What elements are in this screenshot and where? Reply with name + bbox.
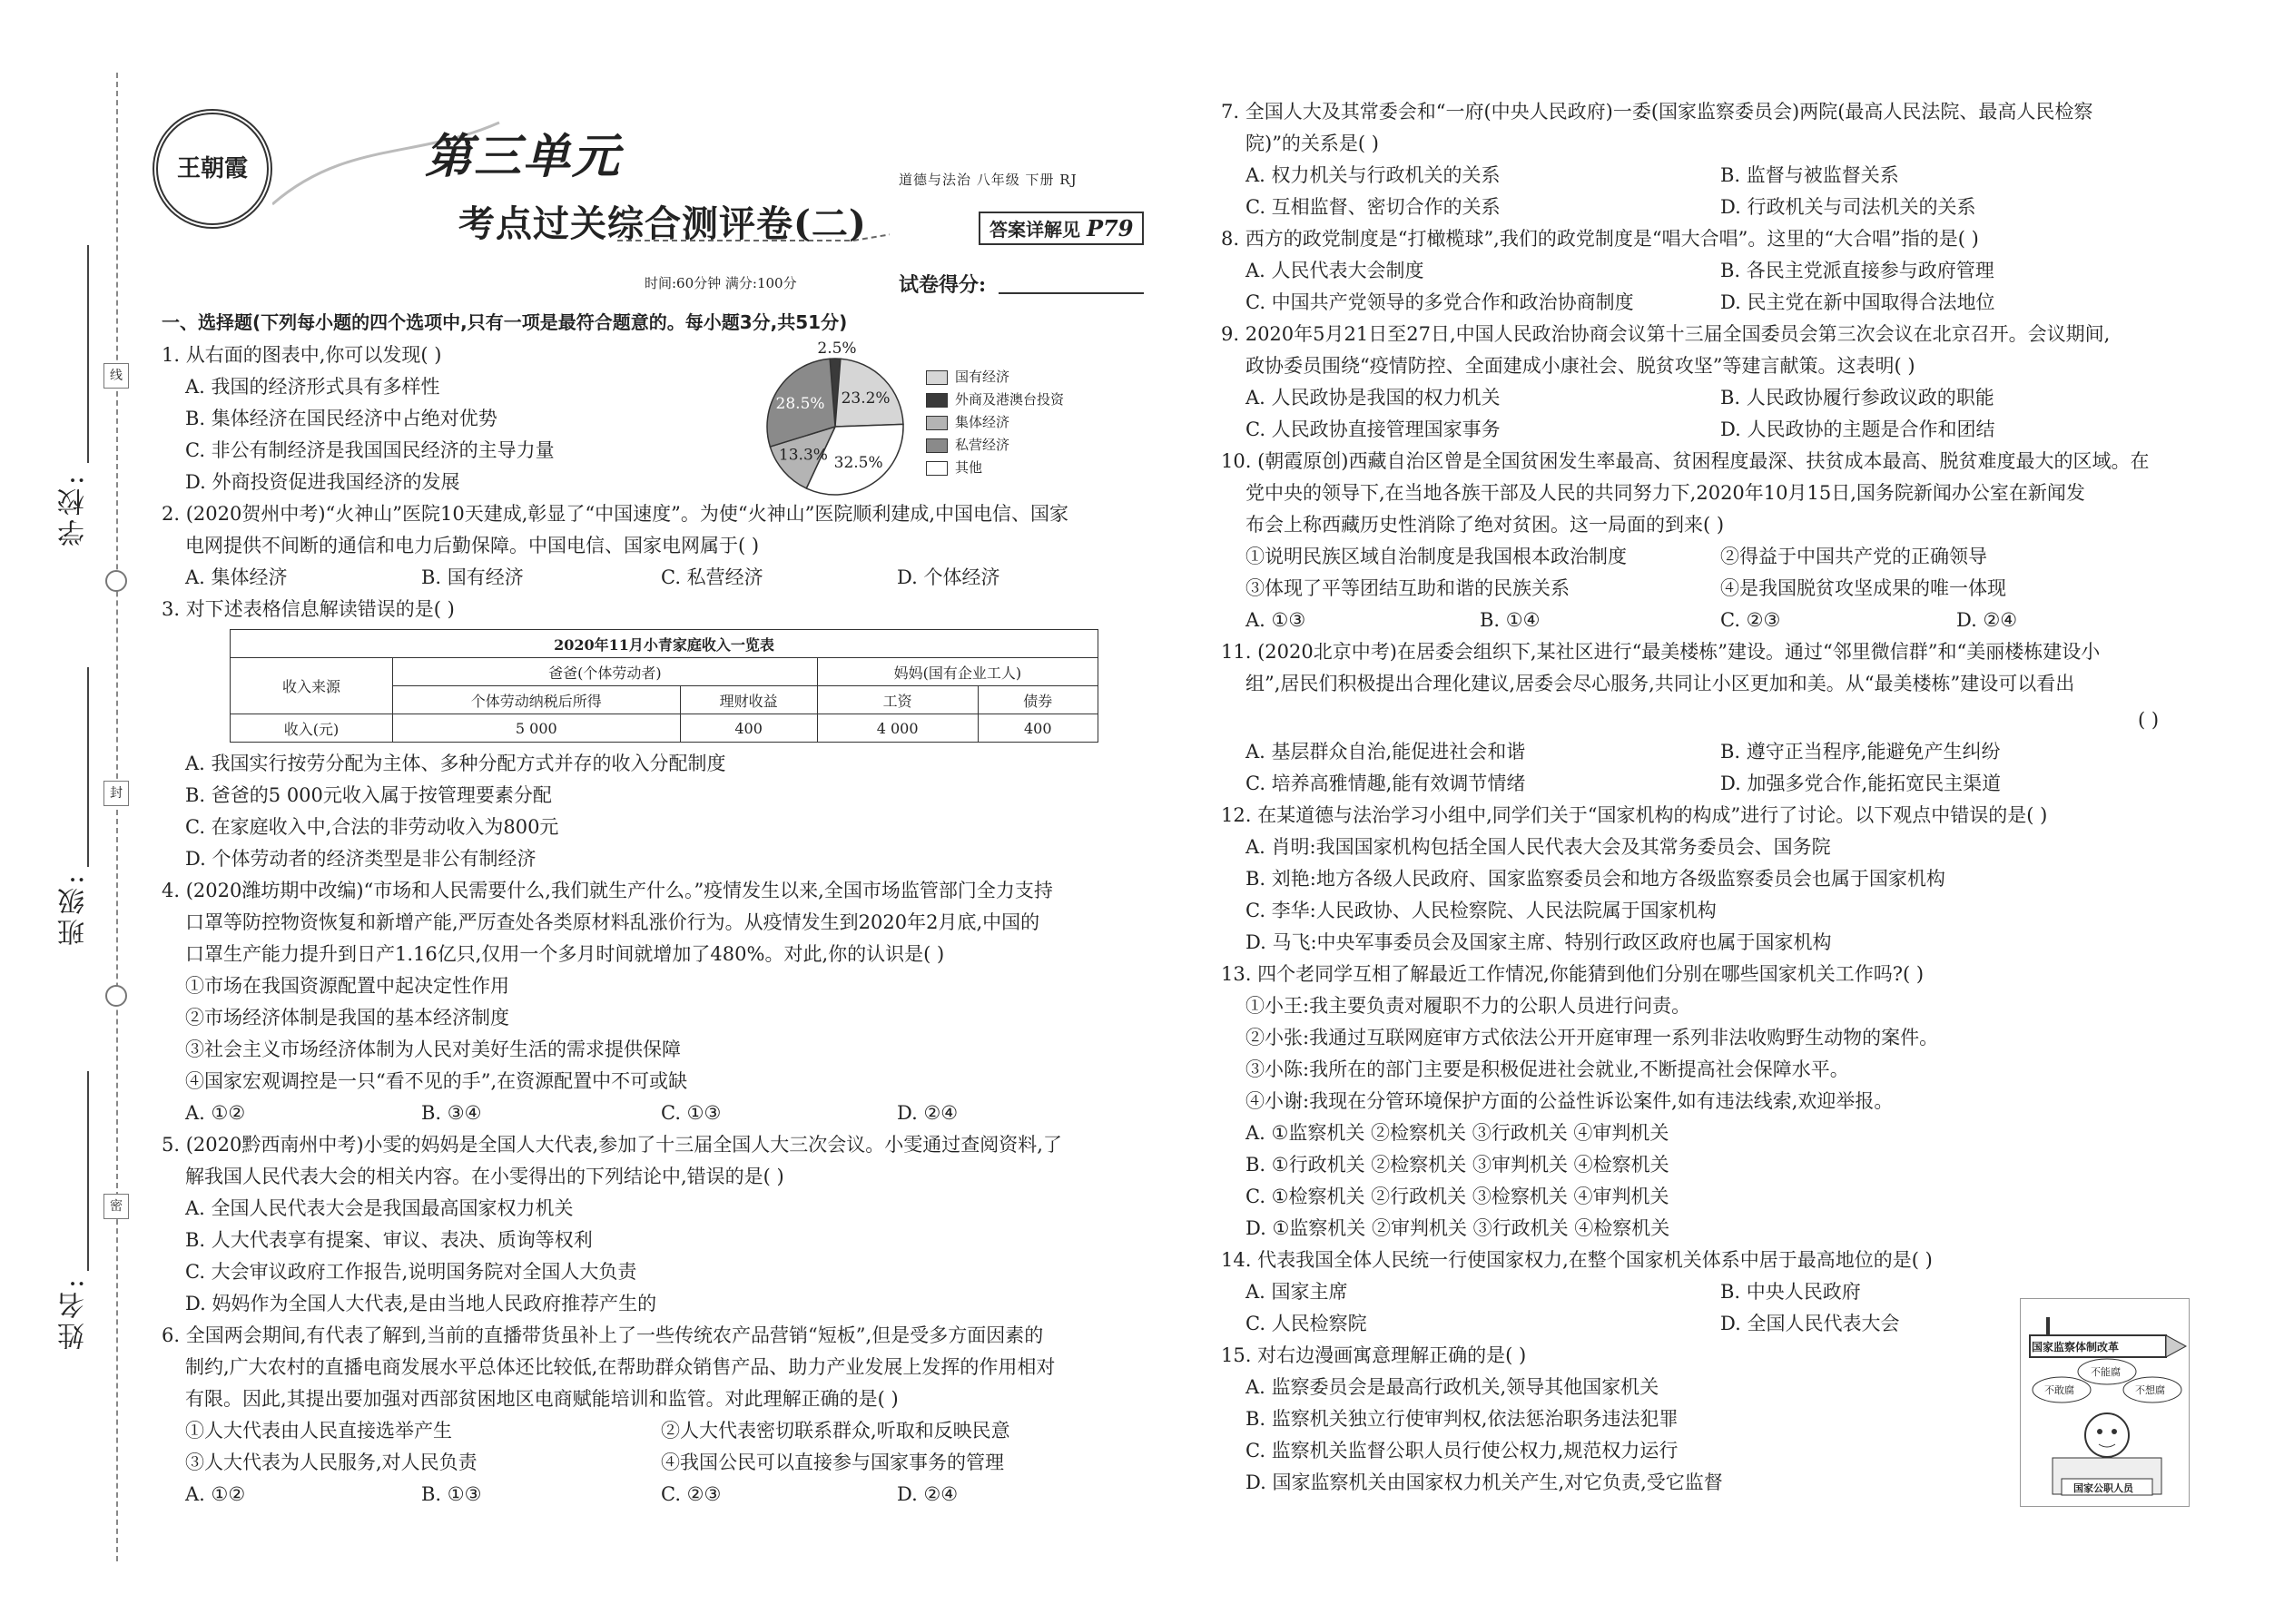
q3-option-c[interactable]: C. 在家庭收入中,合法的非劳动收入为800元 <box>185 816 559 838</box>
seal-mark: 线 <box>103 363 129 389</box>
table-header-cell: 债券 <box>978 686 1098 714</box>
legend-swatch <box>926 416 948 430</box>
q1-option-a[interactable]: A. 我国的经济形式具有多样性 <box>185 376 440 398</box>
q7-stem-line2: 院)”的关系是( ) <box>1245 133 1379 154</box>
binding-dashed-line <box>116 73 118 1561</box>
q6-stem-line3: 有限。因此,其提出要加强对西部贫困地区电商赋能培训和监管。对此理解正确的是( ) <box>185 1388 899 1410</box>
q4-statement-2: ②市场经济体制是我国的基本经济制度 <box>185 1007 509 1029</box>
name-blank <box>87 1071 89 1271</box>
q6-option-b[interactable]: B. ①③ <box>421 1483 482 1505</box>
q10-statement-3: ③体现了平等团结互助和谐的民族关系 <box>1245 577 1570 599</box>
q4-statement-4: ④国家宏观调控是一只“看不见的手”,在资源配置中不可或缺 <box>185 1070 688 1092</box>
q6-statement-4: ④我国公民可以直接参与国家事务的管理 <box>661 1452 1004 1473</box>
unit-title: 第三单元 <box>425 130 622 184</box>
q13-stem: 13. 四个老同学互相了解最近工作情况,你能猜到他们分别在哪些国家机关工作吗?( ) <box>1221 963 1925 985</box>
q4-option-b[interactable]: B. ③④ <box>421 1102 482 1124</box>
class-label: 班级: <box>58 871 90 947</box>
table-header-cell: 理财收益 <box>680 686 817 714</box>
q7-option-d[interactable]: D. 行政机关与司法机关的关系 <box>1720 196 1976 218</box>
q4-stem-line3: 口罩生产能力提升到日产1.16亿只,仅用一个多月时间就增加了480%。对此,你的认识是( ) <box>185 943 945 965</box>
cartoon-drawing <box>2021 1299 2189 1506</box>
q9-option-d[interactable]: D. 人民政协的主题是合作和团结 <box>1720 418 1995 440</box>
q2-option-b[interactable]: B. 国有经济 <box>421 566 524 588</box>
q6-statement-1: ①人大代表由人民直接选举产生 <box>185 1420 452 1442</box>
q15-option-b[interactable]: B. 监察机关独立行使审判权,依法惩治职务违法犯罪 <box>1245 1408 1679 1430</box>
seal-mark: 封 <box>103 781 129 806</box>
table-header-cell: 个体劳动纳税后所得 <box>393 686 681 714</box>
q10-statement-2: ②得益于中国共产党的正确领导 <box>1720 546 1987 567</box>
class-blank <box>87 667 89 867</box>
q4-option-d[interactable]: D. ②④ <box>897 1102 959 1124</box>
cartoon-bubble: 不敢腐 <box>2044 1384 2074 1396</box>
score-label: 试卷得分: <box>899 273 987 297</box>
q4-stem-line1: 4. (2020潍坊期中改编)“市场和人民需要什么,我们就生产什么。”疫情发生以来,全国市场监管部门全力支持 <box>162 880 1053 901</box>
table-cell: 400 <box>680 714 817 743</box>
seal-mark: 密 <box>103 1194 129 1219</box>
q5-option-b[interactable]: B. 人大代表享有提案、审议、表决、质询等权利 <box>185 1229 593 1251</box>
q10-stem-line2: 党中央的领导下,在当地各族干部及人民的共同努力下,2020年10月15日,国务院新闻办公室在新闻发 <box>1245 482 2085 504</box>
q3-option-d[interactable]: D. 个体劳动者的经济类型是非公有制经济 <box>185 848 537 870</box>
q7-option-b[interactable]: B. 监督与被监督关系 <box>1720 164 1899 186</box>
q6-statement-3: ③人大代表为人民服务,对人民负责 <box>185 1452 478 1473</box>
q8-option-b[interactable]: B. 各民主党派直接参与政府管理 <box>1720 260 1994 281</box>
legend-swatch <box>926 370 948 385</box>
q2-stem-line2: 电网提供不间断的通信和电力后勤保障。中国电信、国家电网属于( ) <box>185 535 760 556</box>
legend-item <box>926 390 1064 408</box>
q13-option-d[interactable]: D. ①监察机关 ②审判机关 ③行政机关 ④检察机关 <box>1245 1217 1670 1239</box>
q9-option-a[interactable]: A. 人民政协是我国的权力机关 <box>1245 387 1501 408</box>
q8-option-a[interactable]: A. 人民代表大会制度 <box>1245 260 1424 281</box>
q12-option-d[interactable]: D. 马飞:中央军事委员会及国家主席、特别行政区政府也属于国家机构 <box>1245 931 1832 953</box>
q7-stem-line1: 7. 全国人大及其常委会和“一府(中央人民政府)一委(国家监察委员会)两院(最高人民法院、最高人民检察 <box>1221 101 2093 123</box>
q8-option-d[interactable]: D. 民主党在新中国取得合法地位 <box>1720 291 1995 313</box>
q11-option-d[interactable]: D. 加强多党合作,能拓宽民主渠道 <box>1720 773 2002 794</box>
q13-statement-2: ②小张:我通过互联网庭审方式依法公开开庭审理一系列非法收购野生动物的案件。 <box>1245 1027 1939 1048</box>
legend-swatch <box>926 393 948 408</box>
q2-stem-line1: 2. (2020贺州中考)“火神山”医院10天建成,彰显了“中国速度”。为使“火神山”医院顺利建成,中国电信、国家 <box>162 503 1069 525</box>
q2-option-a[interactable]: A. 集体经济 <box>185 566 288 588</box>
q5-stem-line2: 解我国人民代表大会的相关内容。在小雯得出的下列结论中,错误的是( ) <box>185 1166 784 1187</box>
q13-statement-1: ①小王:我主要负责对履职不力的公职人员进行问责。 <box>1245 995 1691 1017</box>
legend-item <box>926 436 1009 454</box>
q10-statement-1: ①说明民族区域自治制度是我国根本政治制度 <box>1245 546 1627 567</box>
q8-stem: 8. 西方的政党制度是“打橄榄球”,我们的政党制度是“唱大合唱”。这里的“大合唱”指的是( ) <box>1221 228 1979 250</box>
q9-stem-line1: 9. 2020年5月21日至27日,中国人民政治协商会议第十三届全国委员会第三次会议在北京召开。会议期间, <box>1221 323 2111 345</box>
school-blank <box>87 245 89 463</box>
pie-value-label: 28.5% <box>775 394 825 413</box>
q10-stem-line3: 布会上称西藏历史性消除了绝对贫困。这一局面的到来( ) <box>1245 514 1725 536</box>
binding-hole <box>105 570 127 592</box>
q6-option-c[interactable]: C. ②③ <box>661 1483 722 1505</box>
pie-value-label: 23.2% <box>841 389 891 408</box>
q10-option-c[interactable]: C. ②③ <box>1720 609 1781 631</box>
table-header-mom: 妈妈(国有企业工人) <box>817 658 1098 686</box>
q10-statement-4: ④是我国脱贫攻坚成果的唯一体现 <box>1720 577 2006 599</box>
q7-option-a[interactable]: A. 权力机关与行政机关的关系 <box>1245 164 1501 186</box>
q12-option-a[interactable]: A. 肖明:我国国家机构包括全国人民代表大会及其常务委员会、国务院 <box>1245 836 1831 858</box>
q11-stem-line2: 组”,居民们积极提出合理化建议,居委会尽心服务,共同让小区更加和美。从“最美楼栋”建设可以看出 <box>1245 673 2075 694</box>
pie-value-label: 2.5% <box>817 340 857 358</box>
q4-option-c[interactable]: C. ①③ <box>661 1102 722 1124</box>
q4-option-a[interactable]: A. ①② <box>185 1102 246 1124</box>
cartoon-sign: 国家公职人员 <box>2073 1482 2133 1494</box>
q6-option-d[interactable]: D. ②④ <box>897 1483 959 1505</box>
q6-statement-2: ②人大代表密切联系群众,听取和反映民意 <box>661 1420 1010 1442</box>
q14-option-b[interactable]: B. 中央人民政府 <box>1720 1281 1861 1303</box>
q3-stem: 3. 对下述表格信息解读错误的是( ) <box>162 598 455 620</box>
q5-option-d[interactable]: D. 妈妈作为全国人大代表,是由当地人民政府推荐产生的 <box>185 1293 657 1314</box>
q9-option-c[interactable]: C. 人民政协直接管理国家事务 <box>1245 418 1501 440</box>
q10-option-d[interactable]: D. ②④ <box>1956 609 2018 631</box>
q9-option-b[interactable]: B. 人民政协履行参政议政的职能 <box>1720 387 1994 408</box>
q5-option-c[interactable]: C. 大会审议政府工作报告,说明国务院对全国人大负责 <box>185 1261 637 1283</box>
q10-option-a[interactable]: A. ①③ <box>1245 609 1306 631</box>
q15-option-c[interactable]: C. 监察机关监督公职人员行使公权力,规范权力运行 <box>1245 1440 1679 1462</box>
q11-stem-line1: 11. (2020北京中考)在居委会组织下,某社区进行“最美楼栋”建设。通过“邻里微信群”和“美丽楼栋建设小 <box>1221 641 2101 663</box>
legend-swatch <box>926 461 948 476</box>
q8-option-c[interactable]: C. 中国共产党领导的多党合作和政治协商制度 <box>1245 291 1634 313</box>
q4-statement-1: ①市场在我国资源配置中起决定性作用 <box>185 975 509 997</box>
q7-option-c[interactable]: C. 互相监督、密切合作的关系 <box>1245 196 1501 218</box>
table-cell: 4 000 <box>817 714 978 743</box>
table-row-label: 收入(元) <box>231 714 393 743</box>
subject-label: 道德与法治 八年级 下册 RJ <box>899 172 1078 188</box>
cartoon-illustration <box>2020 1298 2190 1507</box>
legend-item <box>926 458 982 477</box>
q6-stem-line2: 制约,广大农村的直播电商发展水平总体还比较低,在帮助群众销售产品、助力产业发展上发挥的作用相对 <box>185 1356 1056 1378</box>
legend-label: 私营经济 <box>955 437 1010 453</box>
q14-option-a[interactable]: A. 国家主席 <box>1245 1281 1348 1303</box>
cartoon-sword-text: 国家监察体制改革 <box>2032 1341 2120 1353</box>
pie-value-label: 32.5% <box>833 453 883 472</box>
page-title: 考点过关综合测评卷(二) <box>458 202 867 245</box>
answer-page: P79 <box>1086 215 1134 241</box>
q1-stem: 1. 从右面的图表中,你可以发现( ) <box>162 344 442 366</box>
q3-option-b[interactable]: B. 爸爸的5 000元收入属于按管理要素分配 <box>185 784 552 806</box>
q5-stem-line1: 5. (2020黔西南州中考)小雯的妈妈是全国人大代表,参加了十三届全国人大三次会议。小雯通过查阅资料,了 <box>162 1134 1062 1156</box>
q11-answer-blank[interactable]: ( ) <box>2138 709 2160 731</box>
legend-label: 集体经济 <box>955 414 1010 430</box>
q4-statement-3: ③社会主义市场经济体制为人民对美好生活的需求提供保障 <box>185 1038 681 1060</box>
time-score-info: 时间:60分钟 满分:100分 <box>645 275 797 291</box>
legend-label: 国有经济 <box>955 369 1010 385</box>
q1-option-c[interactable]: C. 非公有制经济是我国国民经济的主导力量 <box>185 439 555 461</box>
pie-value-label: 13.3% <box>778 446 828 465</box>
q12-option-c[interactable]: C. 李华:人民政协、人民检察院、人民法院属于国家机构 <box>1245 900 1717 921</box>
q11-option-b[interactable]: B. 遵守正当程序,能避免产生纠纷 <box>1720 741 2001 763</box>
q6-option-a[interactable]: A. ①② <box>185 1483 246 1505</box>
q14-option-c[interactable]: C. 人民检察院 <box>1245 1313 1367 1334</box>
legend-label: 其他 <box>955 459 983 476</box>
q15-option-d[interactable]: D. 国家监察机关由国家权力机关产生,对它负责,受它监督 <box>1245 1471 1723 1493</box>
q10-option-b[interactable]: B. ①④ <box>1480 609 1541 631</box>
q13-option-a[interactable]: A. ①监察机关 ②检察机关 ③行政机关 ④审判机关 <box>1245 1122 1669 1144</box>
school-label: 学校: <box>58 472 90 547</box>
cartoon-bubble: 不想腐 <box>2135 1384 2165 1396</box>
legend-item <box>926 413 1009 431</box>
q3-option-a[interactable]: A. 我国实行按劳分配为主体、多种分配方式并存的收入分配制度 <box>185 753 726 774</box>
table-header-cell: 工资 <box>817 686 978 714</box>
q4-stem-line2: 口罩等防控物资恢复和新增产能,严厉查处各类原材料乱涨价行为。从疫情发生到2020年2月底,中国的 <box>185 911 1040 933</box>
section-heading: 一、选择题(下列每小题的四个选项中,只有一项是最符合题意的。每小题3分,共51分) <box>162 311 848 333</box>
q12-option-b[interactable]: B. 刘艳:地方各级人民政府、国家监察委员会和地方各级监察委员会也属于国家机构 <box>1245 868 1945 890</box>
q2-option-d[interactable]: D. 个体经济 <box>897 566 1000 588</box>
q15-option-a[interactable]: A. 监察委员会是最高行政机关,领导其他国家机关 <box>1245 1376 1659 1398</box>
q10-stem-line1: 10. (朝霞原创)西藏自治区曾是全国贫困发生率最高、贫困程度最深、扶贫成本最高、脱贫难度最大的区域。在 <box>1221 450 2150 472</box>
legend-label: 外商及港澳台投资 <box>955 391 1065 408</box>
table-header-source: 收入来源 <box>231 658 393 714</box>
table-header-dad: 爸爸(个体劳动者) <box>393 658 818 686</box>
binding-hole <box>105 985 127 1007</box>
q9-stem-line2: 政协委员围绕“疫情防控、全面建成小康社会、脱贫攻坚”等建言献策。这表明( ) <box>1245 355 1915 377</box>
q14-option-d[interactable]: D. 全国人民代表大会 <box>1720 1313 1900 1334</box>
name-label: 姓名: <box>58 1275 90 1351</box>
q5-option-a[interactable]: A. 全国人民代表大会是我国最高国家权力机关 <box>185 1197 574 1219</box>
q11-option-a[interactable]: A. 基层群众自治,能促进社会和谐 <box>1245 741 1526 763</box>
answer-prefix: 答案详解见 <box>989 219 1080 241</box>
pie-chart <box>753 327 917 499</box>
q13-option-c[interactable]: C. ①检察机关 ②行政机关 ③检察机关 ④审判机关 <box>1245 1186 1669 1207</box>
table-cell: 400 <box>978 714 1098 743</box>
q12-stem: 12. 在某道德与法治学习小组中,同学们关于“国家机构的构成”进行了讨论。以下观点中错误的是( ) <box>1221 804 2048 826</box>
q13-option-b[interactable]: B. ①行政机关 ②检察机关 ③审判机关 ④检察机关 <box>1245 1154 1669 1176</box>
q15-stem: 15. 对右边漫画寓意理解正确的是( ) <box>1221 1344 1527 1366</box>
q11-option-c[interactable]: C. 培养高雅情趣,能有效调节情绪 <box>1245 773 1526 794</box>
score-input[interactable] <box>999 292 1144 294</box>
q13-statement-4: ④小谢:我现在分管环境保护方面的公益性诉讼案件,如有违法线索,欢迎举报。 <box>1245 1090 1894 1112</box>
cartoon-bubble: 不能腐 <box>2091 1366 2121 1378</box>
legend-swatch <box>926 438 948 453</box>
q1-option-d[interactable]: D. 外商投资促进我国经济的发展 <box>185 471 460 493</box>
q2-option-c[interactable]: C. 私营经济 <box>661 566 763 588</box>
answer-reference <box>979 212 1144 245</box>
brand-logo: 王朝霞 <box>153 109 272 229</box>
legend-item <box>926 368 1009 386</box>
income-table <box>230 629 1098 743</box>
table-cell: 5 000 <box>393 714 681 743</box>
q1-option-b[interactable]: B. 集体经济在国民经济中占绝对优势 <box>185 408 497 429</box>
q13-statement-3: ③小陈:我所在的部门主要是积极促进社会就业,不断提高社会保障水平。 <box>1245 1058 1849 1080</box>
q6-stem-line1: 6. 全国两会期间,有代表了解到,当前的直播带货虽补上了一些传统农产品营销“短板”,但是受多方面因素的 <box>162 1324 1044 1346</box>
q14-stem: 14. 代表我国全体人民统一行使国家权力,在整个国家机关体系中居于最高地位的是( ) <box>1221 1249 1933 1271</box>
table-title: 2020年11月小青家庭收入一览表 <box>231 630 1098 658</box>
